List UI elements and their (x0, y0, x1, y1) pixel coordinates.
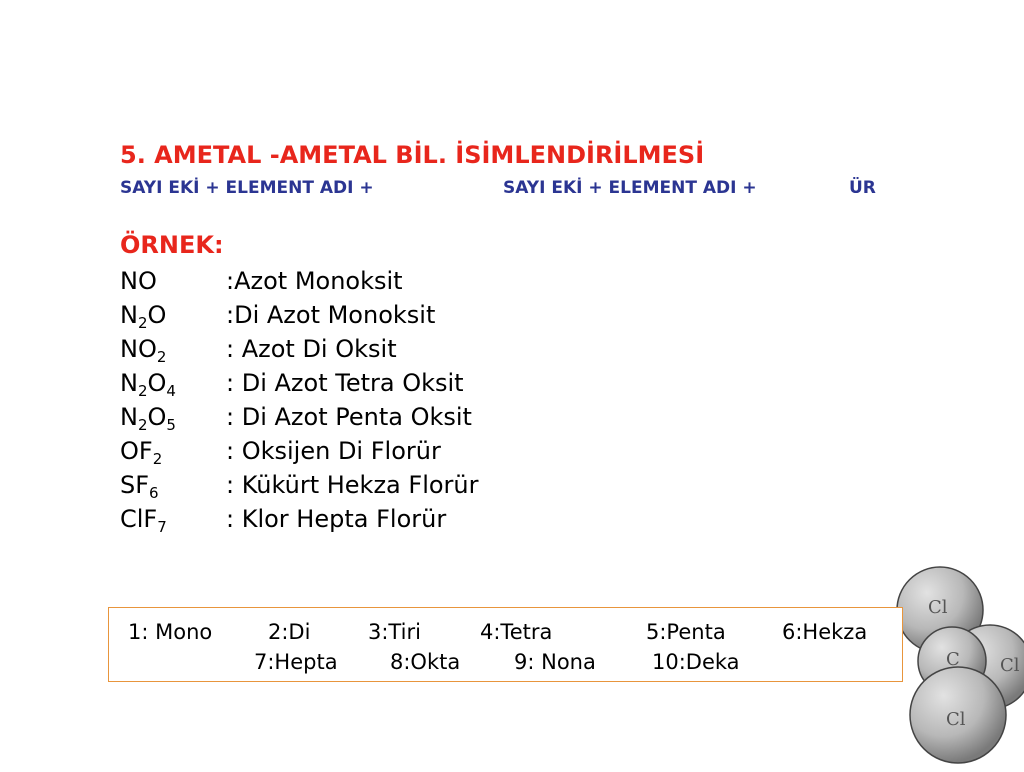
compound-row (120, 434, 479, 468)
atom-label: Cl (1000, 655, 1020, 676)
compound-row (120, 366, 479, 400)
compound-formula: $OF_2$ (120, 437, 163, 468)
compound-formula: ClF$_7$ (120, 505, 167, 536)
naming-rule-suffix: ÜR (849, 178, 876, 198)
compound-row (120, 298, 479, 332)
prefix-item: 1: Mono (128, 620, 213, 644)
compound-formula: $NO_2$ (120, 335, 167, 366)
compound-name: :Azot Monoksit (226, 267, 403, 295)
prefix-row (128, 620, 867, 644)
compound-row (120, 502, 479, 536)
prefix-item: 9: Nona (514, 650, 596, 674)
naming-rule (120, 178, 876, 198)
compound-formula: $SF_6$ (120, 471, 159, 502)
compound-row (120, 400, 479, 434)
compound-list (120, 264, 479, 536)
prefix-item: 4:Tetra (480, 620, 553, 644)
compound-row (120, 332, 479, 366)
prefix-item: 10:Deka (652, 650, 740, 674)
prefix-item: 8:Okta (390, 650, 461, 674)
naming-rule-part-1: SAYI EKİ + ELEMENT ADI + (120, 178, 374, 198)
example-heading: ÖRNEK: (120, 231, 224, 259)
compound-name: : Klor Hepta Florür (226, 505, 447, 533)
compound-name: : Azot Di Oksit (226, 335, 397, 363)
atom-label: Cl (928, 597, 948, 618)
prefix-row (254, 650, 740, 674)
prefix-item: 7:Hepta (254, 650, 338, 674)
compound-name: :Di Azot Monoksit (226, 301, 436, 329)
compound-row (120, 264, 479, 298)
atom-label: Cl (946, 709, 966, 730)
compound-formula: $N_2O_4$ (120, 369, 176, 400)
compound-name: : Di Azot Penta Oksit (226, 403, 472, 431)
atom-label: C (946, 649, 960, 670)
prefix-legend-box (108, 607, 903, 682)
prefix-item: 2:Di (268, 620, 311, 644)
slide-title: 5. AMETAL -AMETAL BİL. İSİMLENDİRİLMESİ (120, 141, 705, 169)
compound-name: : Oksijen Di Florür (226, 437, 441, 465)
naming-rule-part-2: SAYI EKİ + ELEMENT ADI + (503, 178, 757, 198)
compound-name: : Di Azot Tetra Oksit (226, 369, 464, 397)
prefix-item: 5:Penta (646, 620, 726, 644)
prefix-item: 3:Tiri (368, 620, 421, 644)
compound-row (120, 468, 479, 502)
compound-formula: NO (120, 267, 157, 295)
compound-name: : Kükürt Hekza Florür (226, 471, 479, 499)
compound-formula: $N_2O_5$ (120, 403, 176, 434)
prefix-item: 6:Hekza (782, 620, 868, 644)
compound-formula: $N_2O$ (120, 301, 167, 332)
